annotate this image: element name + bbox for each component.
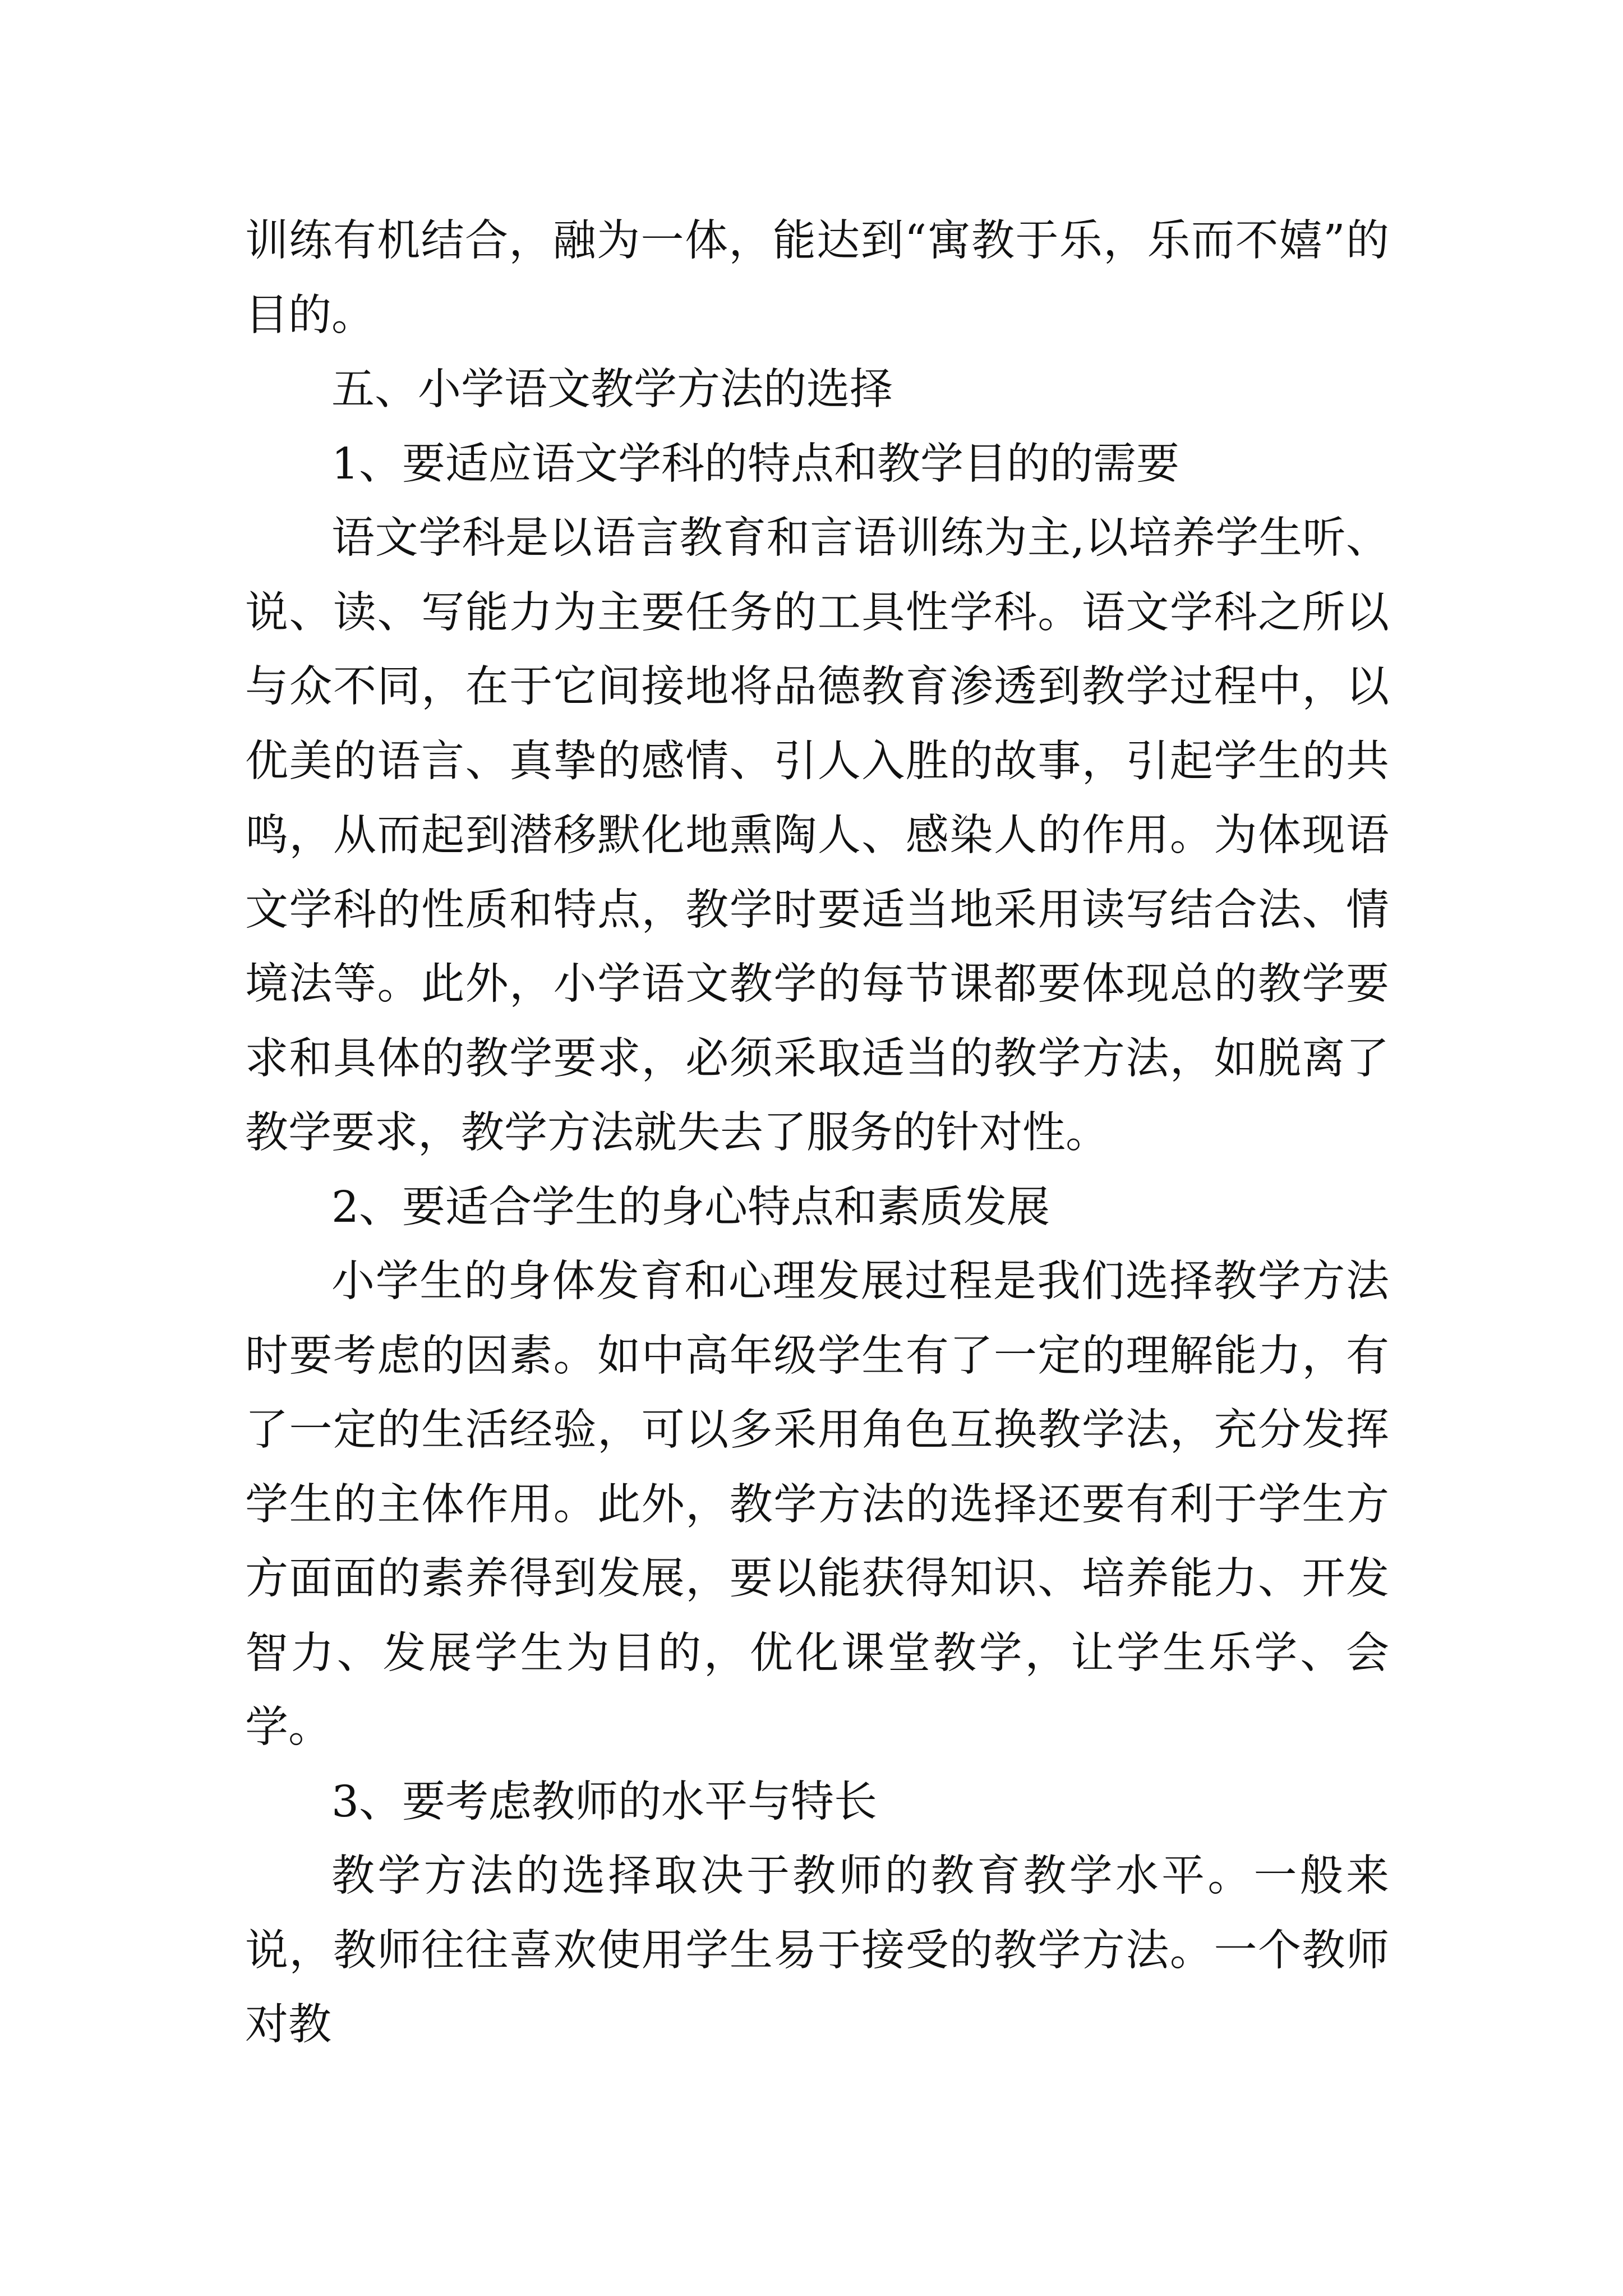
subsection-heading-3: 3、要考虑教师的水平与特长 [331,1777,877,1827]
paragraph-teacher-level: 教学方法的选择取决于教师的教育教学水平。一般来说，教师往往喜欢使用学生易于接受的教学方法。一个教师对教 [245,1851,1389,2050]
paragraph-subject-features: 语文学科是以语言教育和言语训练为主,以培养学生听、说、读、写能力为主要任务的工具性学科。语文学科之所以与众不同，在于它间接地将品德教育渗透到教学过程中，以优美的语言、真挚的感情、引人入胜的故事，引起学生的共鸣，从而起到潜移默化地熏陶人、感染人的作用。为体现语文学科的性质和特点，教学时要适当地采用读写结合法、情境法等。此外，小学语文教学的每节课都要体现总的教学要求和具体的教学要求，必须采取适当的教学方法，如脱离了教学要求，教学方法就失去了服务的针对性。 [245,513,1389,1158]
section-heading: 五、小学语文教学方法的选择 [331,365,893,415]
paragraph-continuation: 训练有机结合，融为一体，能达到“寓教于乐，乐而不嬉”的目的。 [245,216,1389,341]
subsection-heading-1: 1、要适应语文学科的特点和教学目的的需要 [331,439,1179,489]
subsection-heading-2: 2、要适合学生的身心特点和素质发展 [331,1182,1050,1232]
paragraph-student-development: 小学生的身体发育和心理发展过程是我们选择教学方法时要考虑的因素。如中高年级学生有了一定的理解能力，有了一定的生活经验，可以多采用角色互换教学法，充分发挥学生的主体作用。此外，教学方法的选择还要有利于学生方方面面的素养得到发展，要以能获得知识、培养能力、开发智力、发展学生为目的，优化课堂教学，让学生乐学、会学。 [245,1257,1389,1752]
document-body [245,204,1389,2063]
